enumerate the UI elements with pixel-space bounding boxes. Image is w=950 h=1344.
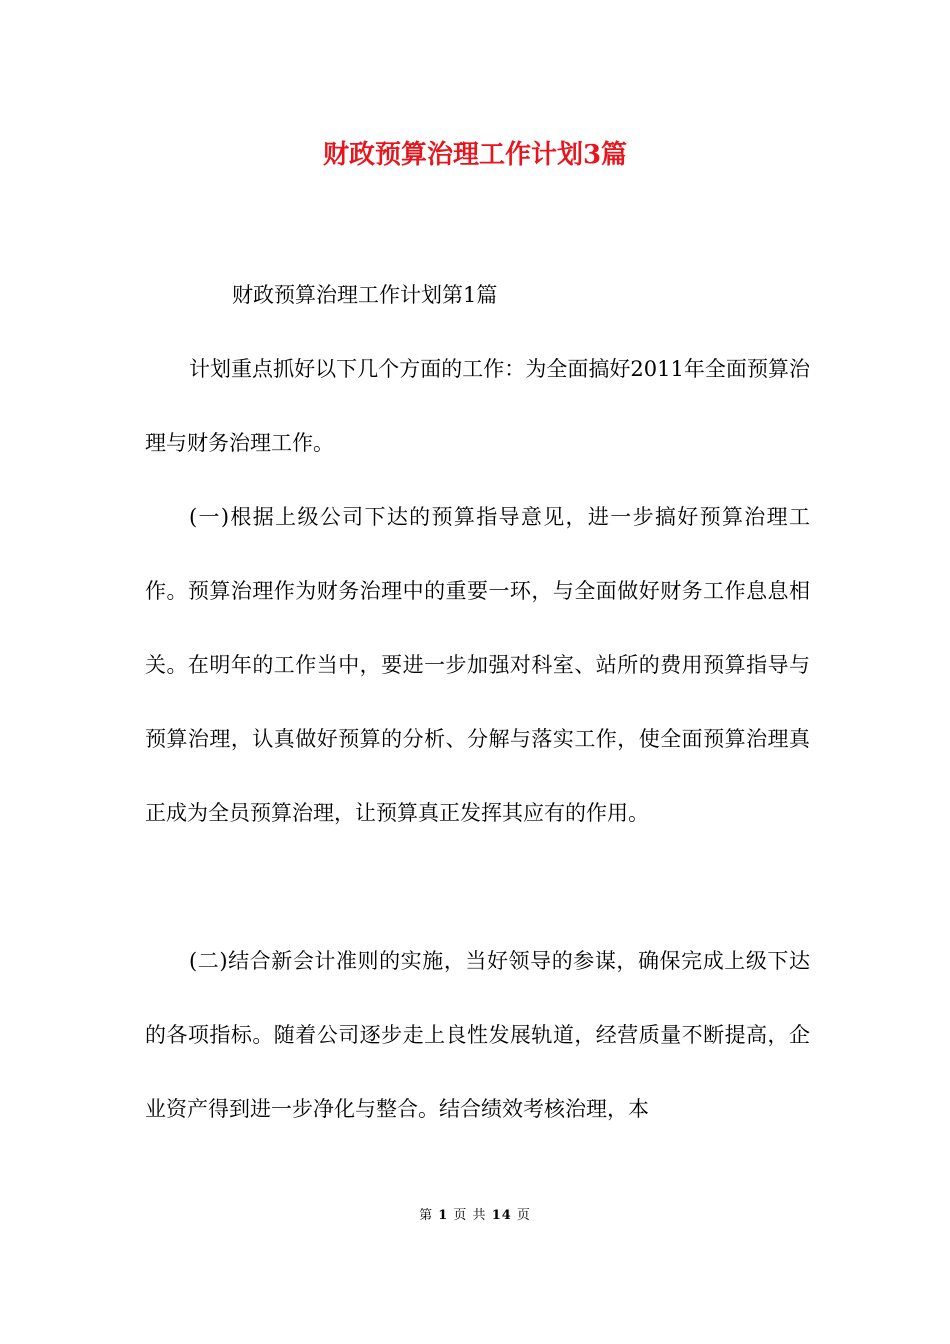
page-footer xyxy=(0,1206,950,1226)
footer-middle: 页 共 xyxy=(453,1208,487,1223)
section-heading: 财政预算治理工作计划第1篇 xyxy=(232,283,498,307)
footer-suffix: 页 xyxy=(516,1208,531,1223)
paragraph-item-1: (一)根据上级公司下达的预算指导意见，进一步搞好预算治理工作。预算治理作为财务治理中的重要一环，与全面做好财务工作息息相关。在明年的工作当中，要进一步加强对科室、站所的费用预算指导与预算治理，认真做好预算的分析、分解与落实工作，使全面预算治理真正成为全员预算治理，让预算真正发挥其应有的作用。 xyxy=(145,505,810,825)
footer-total-pages: 14 xyxy=(491,1208,512,1223)
paragraph-intro: 计划重点抓好以下几个方面的工作：为全面搞好2011年全面预算治理与财务治理工作。 xyxy=(145,357,810,455)
paragraph-item-2: (二)结合新会计准则的实施，当好领导的参谋，确保完成上级下达的各项指标。随着公司逐步走上良性发展轨道，经营质量不断提高，企业资产得到进一步净化与整合。结合绩效考核治理，本 xyxy=(145,949,810,1121)
document-title: 财政预算治理工作计划3篇 xyxy=(322,140,628,170)
footer-prefix: 第 xyxy=(419,1208,434,1223)
footer-page-number: 1 xyxy=(438,1208,449,1223)
